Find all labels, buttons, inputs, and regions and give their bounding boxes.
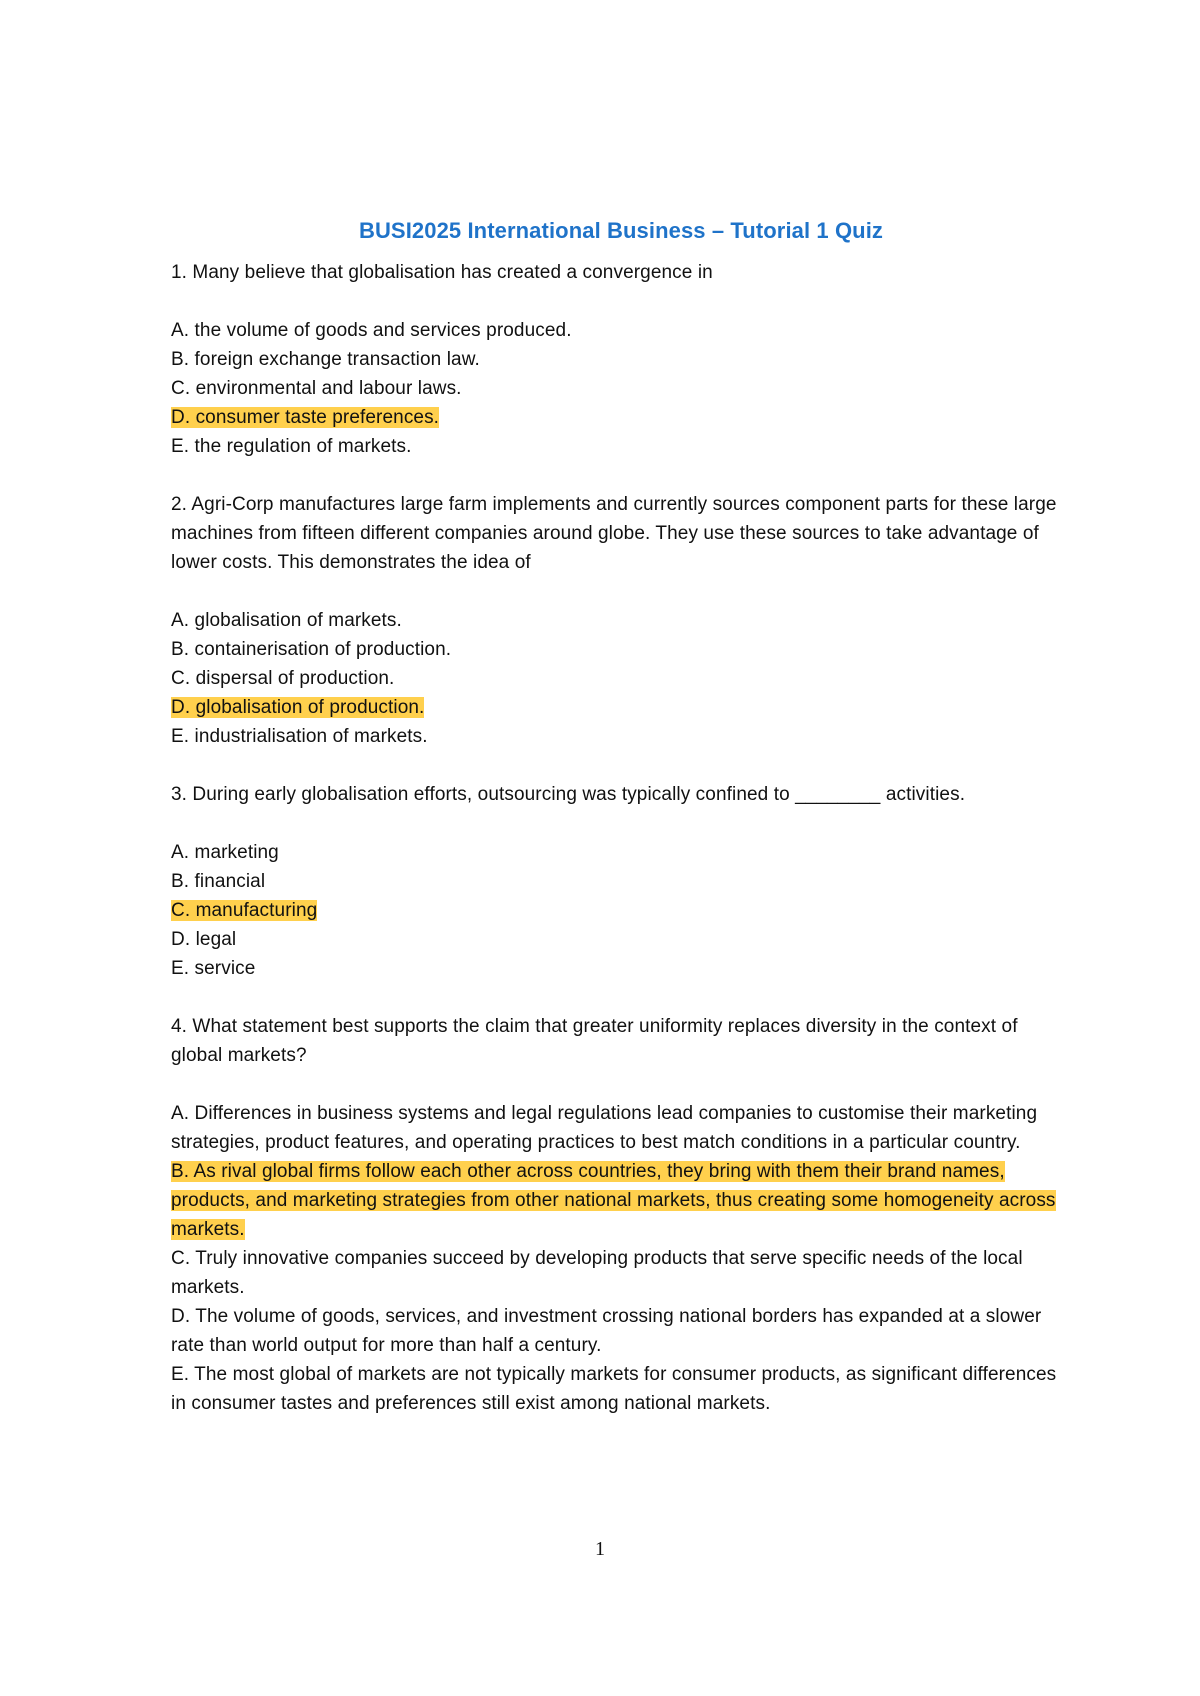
answer-option: C. dispersal of production.: [171, 668, 395, 689]
answer-option: E. industrialisation of markets.: [171, 726, 428, 747]
answer-option: B. financial: [171, 871, 266, 892]
answer-option: A. marketing: [171, 842, 279, 863]
answer-option: A. the volume of goods and services produced.: [171, 320, 572, 341]
highlighted-answer-option: B. As rival global firms follow each other across countries, they bring with them their brand names, products, and marketing strategies from other national markets, thus creating some homogeneity across markets.: [171, 1161, 1056, 1240]
highlighted-answer-option: D. consumer taste preferences.: [171, 407, 440, 428]
page-title: BUSI2025 International Business – Tutorial 1 Quiz: [358, 218, 884, 243]
highlighted-answer-option: D. globalisation of production.: [171, 697, 425, 718]
page-number: 1: [595, 1538, 605, 1560]
answer-option: B. foreign exchange transaction law.: [171, 349, 480, 370]
question-text: 2. Agri-Corp manufactures large farm implements and currently sources component parts for these large machines from fifteen different companies around globe. They use these sources to take advantage of lower costs. This demonstrates the idea of: [171, 494, 1057, 573]
answer-option: D. legal: [171, 929, 237, 950]
answer-option: A. globalisation of markets.: [171, 610, 402, 631]
question-text: 4. What statement best supports the claim that greater uniformity replaces diversity in the context of global markets?: [171, 1016, 1018, 1066]
highlighted-answer-option: C. manufacturing: [171, 900, 318, 921]
answer-option: A. Differences in business systems and legal regulations lead companies to customise their marketing strategies, product features, and operating practices to best match conditions in a particular country.: [171, 1103, 1038, 1153]
document-body: [171, 216, 1071, 1418]
answer-option: C. Truly innovative companies succeed by developing products that serve specific needs of the local markets.: [171, 1248, 1023, 1298]
answer-option: D. The volume of goods, services, and investment crossing national borders has expanded at a slower rate than world output for more than half a century.: [171, 1306, 1042, 1356]
question-block-2: [171, 490, 1071, 751]
question-text: 3. During early globalisation efforts, outsourcing was typically confined to ________ activities.: [171, 784, 966, 805]
answer-option: E. service: [171, 958, 256, 979]
answer-option: E. the regulation of markets.: [171, 436, 412, 457]
question-text: 1. Many believe that globalisation has created a convergence in: [171, 262, 713, 283]
answer-option: B. containerisation of production.: [171, 639, 452, 660]
answer-option: C. environmental and labour laws.: [171, 378, 462, 399]
question-block-4: [171, 1012, 1071, 1418]
question-block-1: [171, 258, 1071, 461]
answer-option: E. The most global of markets are not typically markets for consumer products, as significant differences in consumer tastes and preferences still exist among national markets.: [171, 1364, 1057, 1414]
question-block-3: [171, 780, 1071, 983]
